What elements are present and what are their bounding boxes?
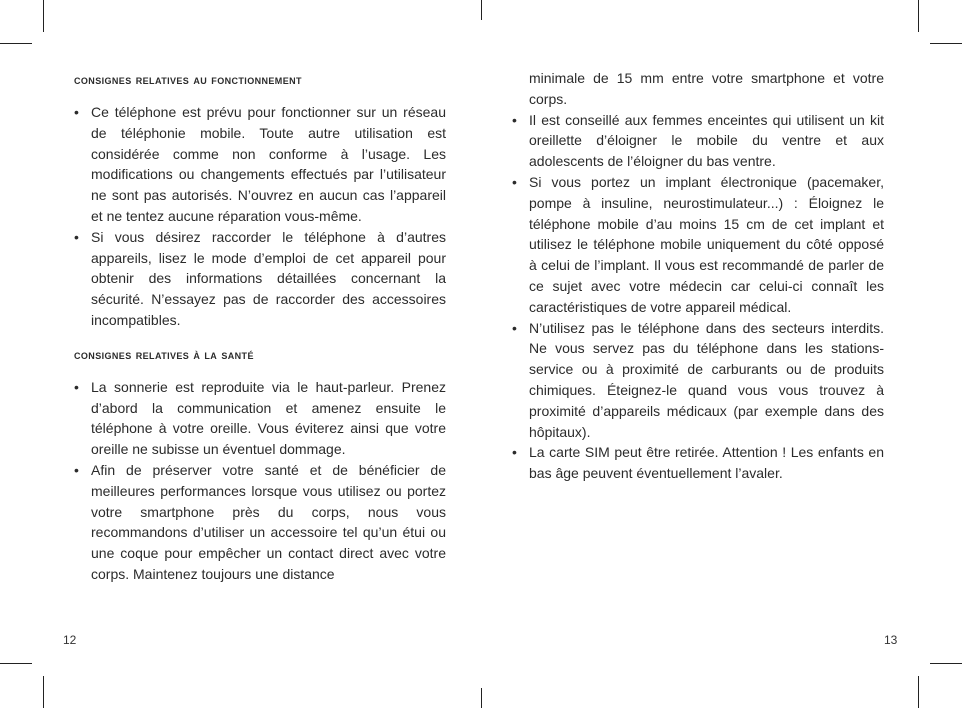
list-item: • La carte SIM peut être retirée. Attention ! Les enfants en bas âge peuvent éventuellement l’avaler. [512,442,884,484]
crop-mark [918,0,919,32]
list-item: • La sonnerie est reproduite via le haut-parleur. Prenez d’abord la communication et amenez ensuite le téléphone à votre oreille. Vous éviterez ainsi que votre oreille ne subisse un éventuel dommage. [74,377,446,460]
page-number-left: 12 [63,633,77,647]
crop-mark [0,663,32,664]
list-item-continuation: minimale de 15 mm entre votre smartphone et votre corps. [529,70,884,107]
health-list-continued [512,68,884,484]
left-page-column [74,68,446,597]
crop-mark [930,43,962,44]
operation-list [74,102,446,331]
page-number-right: 13 [884,633,898,647]
health-list [74,377,446,585]
list-item: • Afin de préserver votre santé et de bénéficier de meilleures performances lorsque vous utilisez ou portez votre smartphone près du corps, nous vous recommandons d’utiliser un accessoire tel qu’un étui ou une coque pour empêcher un contact direct avec votre corps. Maintenez toujours une distance [74,460,446,585]
crop-mark [481,688,482,708]
list-item: • Si vous désirez raccorder le téléphone à d’autres appareils, lisez le mode d’emploi de cet appareil pour obtenir des informations détaillées concernant la sécurité. N’essayez pas de raccorder des accessoires incompatibles. [74,227,446,331]
section-heading-operation: consignes relatives au fonctionnement [74,72,302,87]
crop-mark [918,676,919,708]
right-page-column [512,68,884,496]
list-item: • N’utilisez pas le téléphone dans des secteurs interdits. Ne vous servez pas du téléphone dans les stations-service ou à proximité de carburants ou de produits chimiques. Éteignez-le quand vous vous trouvez à proximité d’appareils médicaux (par exemple dans des hôpitaux). [512,318,884,443]
list-item: • Ce téléphone est prévu pour fonctionner sur un réseau de téléphonie mobile. Toute autre utilisation est considérée comme non conforme à l’usage. Les modifications ou changements effectués par l’utilisateur ne sont pas autorisés. N’ouvrez en aucun cas l’appareil et ne tentez aucune réparation vous-même. [74,102,446,227]
crop-mark [0,43,32,44]
section-heading-health: consignes relatives à la santé [74,346,254,362]
crop-mark [481,0,482,20]
crop-mark [43,676,44,708]
crop-mark [930,663,962,664]
list-item: • Il est conseillé aux femmes enceintes qui utilisent un kit oreillette d’éloigner le mobile du ventre et aux adolescents de l’éloigner du bas ventre. [512,110,884,172]
list-item: • Si vous portez un implant électronique (pacemaker, pompe à insuline, neurostimulateur...) : Éloignez le téléphone mobile d’au moins 15 cm de cet implant et utilisez le téléphone mobile uniquement du côté opposé à celui de l’implant. Il vous est recommandé de parler de ce sujet avec votre médecin car celui-ci connaît les caractéristiques de votre appareil médical. [512,172,884,318]
crop-mark [43,0,44,32]
